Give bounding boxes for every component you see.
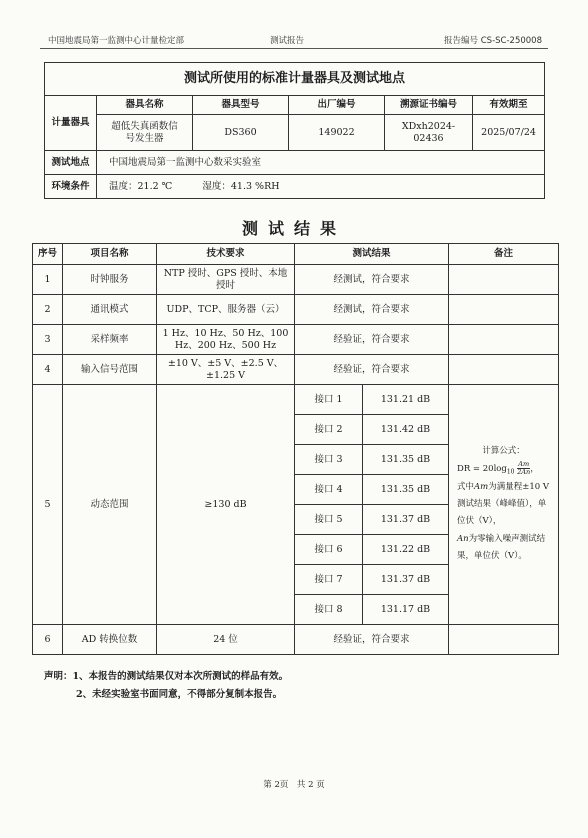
col-model: 器具型号 — [193, 96, 289, 115]
humidity: 湿度：41.3 %RH — [202, 180, 280, 192]
row-no: 1 — [33, 265, 63, 295]
instrument-valid-until: 2025/07/24 — [473, 115, 545, 151]
formula-heading: 计算公式： — [482, 446, 525, 457]
instrument-model: DS360 — [193, 115, 289, 151]
site-label: 测试地点 — [45, 151, 97, 175]
port-value: 131.21 dB — [363, 385, 449, 415]
port-label: 接口 7 — [295, 565, 363, 595]
row-remark — [449, 265, 559, 295]
note-am-symbol: Am — [474, 481, 489, 492]
col-result: 测试结果 — [295, 244, 449, 265]
note-an-text: 为零输入噪声测试结果，单位伏（V）。 — [457, 533, 546, 562]
note-am-text: 为满量程±10 V 测试结果（峰峰值），单位伏（V）， — [457, 481, 550, 527]
port-label: 接口 4 — [295, 475, 363, 505]
port-label: 接口 1 — [295, 385, 363, 415]
row-result: 经测试，符合要求 — [295, 295, 449, 325]
row-requirement: 24 位 — [157, 625, 295, 655]
col-requirement: 技术要求 — [157, 244, 295, 265]
row-item: AD 转换位数 — [63, 625, 157, 655]
header-doc-type: 测试报告 — [270, 36, 305, 46]
row-result: 经验证，符合要求 — [295, 355, 449, 385]
formula-lhs: DR = 20log — [457, 463, 507, 474]
dynamic-range-formula-note — [449, 385, 559, 625]
temperature: 温度：21.2 ℃ — [109, 180, 173, 192]
port-label: 接口 6 — [295, 535, 363, 565]
table-row — [33, 295, 559, 325]
port-label: 接口 2 — [295, 415, 363, 445]
col-item: 项目名称 — [63, 244, 157, 265]
col-remark: 备注 — [449, 244, 559, 265]
port-value: 131.17 dB — [363, 595, 449, 625]
port-value: 131.37 dB — [363, 565, 449, 595]
row-result: 经验证，符合要求 — [295, 325, 449, 355]
formula: DR = $20\log_{10}$ $\frac{Am}{2An}$ ， — [457, 459, 539, 476]
instrument-table-title: 测试所使用的标准计量器具及测试地点 — [45, 63, 545, 96]
formula-fraction — [517, 461, 530, 476]
col-instrument-name: 器具名称 — [97, 96, 193, 115]
row-item: 通讯模式 — [63, 295, 157, 325]
row-no: 4 — [33, 355, 63, 385]
header-org: 中国地震局第一监测中心计量检定部 — [48, 36, 185, 46]
port-value: 131.42 dB — [363, 415, 449, 445]
instrument-row-label: 计量器具 — [45, 96, 97, 151]
port-value: 131.35 dB — [363, 475, 449, 505]
row-requirement: ±10 V、±5 V、±2.5 V、±1.25 V — [157, 355, 295, 385]
row-remark — [449, 355, 559, 385]
row-remark — [449, 325, 559, 355]
results-title: 测试结果 — [241, 219, 346, 238]
row-no: 3 — [33, 325, 63, 355]
table-row — [33, 385, 559, 415]
instrument-name: 超低失真函数信号发生器 — [97, 115, 193, 151]
formula-log-base: 10 — [506, 468, 515, 476]
row-item: 时钟服务 — [63, 265, 157, 295]
col-valid-until: 有效期至 — [473, 96, 545, 115]
formula-numerator: Am — [518, 459, 530, 468]
row-no: 6 — [33, 625, 63, 655]
col-no: 序号 — [33, 244, 63, 265]
row-result: 经测试，符合要求 — [295, 265, 449, 295]
row-no: 5 — [33, 385, 63, 625]
declaration-line-2: 2、未经实验室书面同意，不得部分复制本报告。 — [76, 689, 283, 701]
row-item: 动态范围 — [63, 385, 157, 625]
port-value: 131.22 dB — [363, 535, 449, 565]
page-footer: 第 2页 共 2 页 — [263, 780, 325, 790]
instrument-table — [44, 62, 545, 199]
declaration — [44, 668, 288, 704]
row-requirement: NTP 授时、GPS 授时、本地授时 — [157, 265, 295, 295]
site-value: 中国地震局第一监测中心数采实验室 — [97, 151, 545, 175]
row-requirement: ≥130 dB — [157, 385, 295, 625]
row-remark — [449, 295, 559, 325]
instrument-certificate: XDxh2024-02436 — [385, 115, 473, 151]
header-rule — [40, 48, 548, 49]
row-item: 输入信号范围 — [63, 355, 157, 385]
table-row — [33, 625, 559, 655]
row-no: 2 — [33, 295, 63, 325]
col-certificate: 溯源证书编号 — [385, 96, 473, 115]
env-label: 环境条件 — [45, 175, 97, 199]
table-row — [33, 355, 559, 385]
row-remark — [449, 625, 559, 655]
port-value: 131.37 dB — [363, 505, 449, 535]
port-label: 接口 5 — [295, 505, 363, 535]
note-prefix: 式中 — [457, 481, 475, 492]
row-item: 采样频率 — [63, 325, 157, 355]
table-row — [33, 325, 559, 355]
env-values — [97, 175, 545, 199]
table-row — [33, 265, 559, 295]
note-an-symbol: An — [457, 533, 469, 544]
row-requirement: UDP、TCP、服务器（云） — [157, 295, 295, 325]
port-label: 接口 8 — [295, 595, 363, 625]
port-value: 131.35 dB — [363, 445, 449, 475]
results-table — [32, 243, 559, 655]
formula-denominator: 2An — [517, 467, 531, 476]
col-serial: 出厂编号 — [289, 96, 385, 115]
instrument-serial: 149022 — [289, 115, 385, 151]
row-requirement: 1 Hz、10 Hz、50 Hz、100 Hz、200 Hz、500 Hz — [157, 325, 295, 355]
port-label: 接口 3 — [295, 445, 363, 475]
row-result: 经验证，符合要求 — [295, 625, 449, 655]
header-report-number: 报告编号 CS-SC-250008 — [444, 36, 542, 46]
declaration-line-1: 声明：1、本报告的测试结果仅对本次所测试的样品有效。 — [44, 671, 289, 682]
